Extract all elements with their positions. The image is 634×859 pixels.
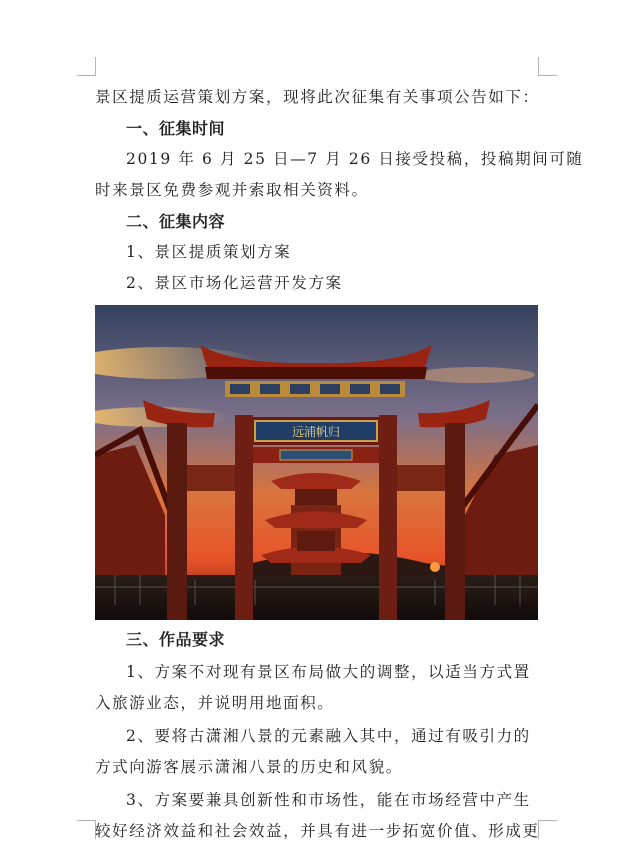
time-line-1: 2019 年 6 月 25 日—7 月 26 日接受投稿，投稿期间可随 [126,150,584,168]
time-line-2: 时来景区免费参观并索取相关资料。 [95,181,369,199]
document-page [95,82,584,847]
cloud-3 [415,367,535,383]
corner-mark-bottom-right [538,820,557,839]
corner-mark-bottom-left [77,820,96,839]
section-heading-time: 一、征集时间 [126,119,226,138]
intro-line: 景区提质运营策划方案，现将此次征集有关事项公告如下： [95,88,540,106]
req-2-line-2: 方式向游客展示潇湘八景的历史和风貌。 [95,758,403,776]
req-3-line-2: 较好经济效益和社会效益，并具有进一步拓宽价值、形成更 [95,822,540,840]
corner-mark-top-left [77,57,96,76]
req-3-line-1: 3、方案要兼具创新性和市场性，能在市场经营中产生 [126,791,531,809]
sun [430,562,440,572]
plaque-text: 远浦帆归 [291,425,341,439]
section-heading-content: 二、征集内容 [126,212,226,231]
corner-mark-top-right [538,57,557,76]
req-1-line-1: 1、方案不对现有景区布局做大的调整，以适当方式置 [126,663,531,681]
ground [95,575,538,620]
content-item-2: 2、景区市场化运营开发方案 [126,274,343,292]
content-item-1: 1、景区提质策划方案 [126,243,292,261]
section-heading-requirements: 三、作品要求 [126,630,226,649]
gate-photo [95,305,538,620]
req-2-line-1: 2、要将古潇湘八景的元素融入其中，通过有吸引力的 [126,727,531,745]
req-1-line-2: 入旅游业态，并说明用地面积。 [95,694,335,712]
